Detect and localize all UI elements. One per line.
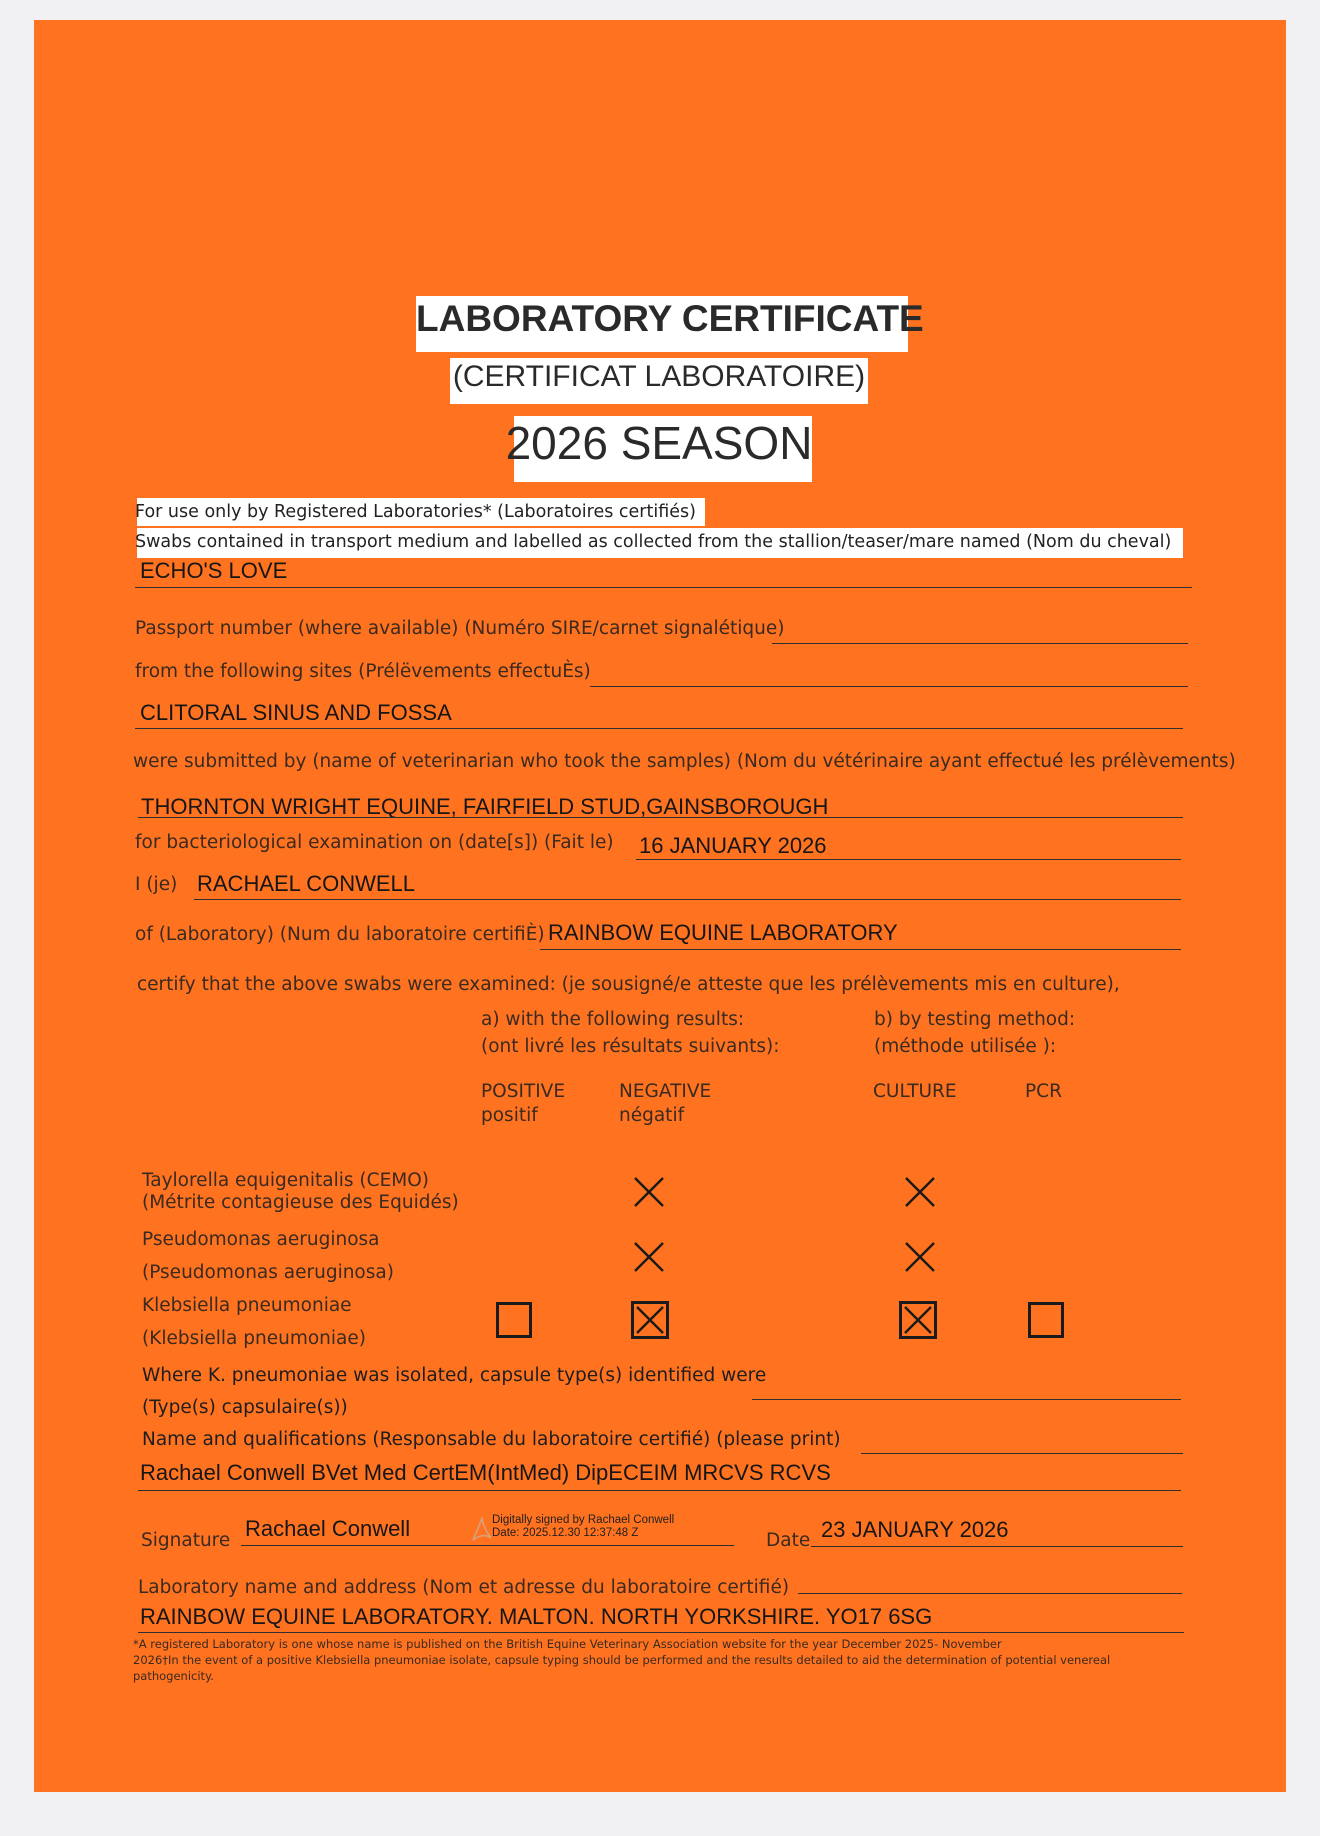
sites-line-1 [590,686,1188,687]
date-value[interactable]: 23 JANUARY 2026 [821,1517,1009,1542]
submitted-label: were submitted by (name of veterinarian who took the samples) (Nom du vétérinaire ayant effectué les prélèvements) [133,751,1236,772]
organism-2-name-fr: (Pseudomonas aeruginosa) [142,1262,394,1283]
je-label: I (je) [135,874,178,895]
results-a-line1: a) with the following results: [481,1009,745,1030]
qualifications-line-2 [138,1490,1181,1491]
passport-line [772,643,1188,644]
lab-address-value[interactable]: RAINBOW EQUINE LABORATORY. MALTON. NORTH YORKSHIRE. YO17 6SG [140,1604,933,1629]
sites-label: from the following sites (Prélëvements effectuÈs) [135,661,591,682]
signature-label: Signature [141,1530,231,1551]
qualifications-line-1 [861,1453,1183,1454]
page-subtitle: (CERTIFICAT LABORATOIRE) [452,360,866,393]
results-a-line2: (ont livré les résultats suivants): [481,1036,780,1057]
certificate-page [34,20,1286,1792]
digital-signature-icon [470,1514,494,1544]
organism-1-negative-x-mark [632,1175,666,1209]
je-value[interactable]: RACHAEL CONWELL [197,871,416,896]
organism-2-name: Pseudomonas aeruginosa [142,1229,380,1250]
organism-3-name-fr: (Klebsiella pneumoniae) [142,1328,366,1349]
footnote-line1: *A registered Laboratory is one whose name is published on the British Equine Veterinary Association website for the year December 2025- November [133,1637,1002,1651]
organism-3-pcr-checkbox[interactable] [1028,1302,1064,1338]
passport-label: Passport number (where available) (Numéro SIRE/carnet signalétique) [135,618,785,639]
organism-1-culture-x-mark [903,1175,937,1209]
organism-2-culture-x-mark [903,1240,937,1274]
horse-name-line [135,587,1192,588]
capsule-line [752,1399,1181,1400]
horse-name-value[interactable]: ECHO'S LOVE [140,558,288,583]
registered-only-note: For use only by Registered Laboratories* (Laboratoires certifiés) [135,502,696,522]
positive-header: POSITIVE [481,1081,566,1102]
submitted-line [138,817,1183,818]
exam-line [636,859,1181,860]
lab-label: of (Laboratory) (Num du laboratoire certifiÈ) [135,924,545,945]
negative-fr-header: négatif [619,1105,685,1126]
organism-1-name-fr: (Métrite contagieuse des Equidés) [142,1192,459,1213]
swabs-text: Swabs contained in transport medium and labelled as collected from the stallion/teaser/mare named (Nom du cheval) [135,532,1172,552]
digital-signature-line1: Digitally signed by Rachael Conwell [492,1514,675,1526]
results-b-line2: (méthode utilisée ): [874,1036,1057,1057]
date-label: Date [766,1530,811,1551]
lab-address-line-1 [798,1593,1182,1594]
date-line [811,1546,1183,1547]
season-heading: 2026 SEASON [505,417,813,469]
footnote-line2: 2026†In the event of a positive Klebsiella pneumoniae isolate, capsule typing should be performed and the results detailed to aid the determination of potential venereal [133,1653,1111,1667]
organism-1-name: Taylorella equigenitalis (CEMO) [142,1170,429,1191]
capsule-label: Where K. pneumoniae was isolated, capsule type(s) identified were [142,1365,767,1386]
exam-date-value[interactable]: 16 JANUARY 2026 [639,833,827,858]
submitted-value[interactable]: THORNTON WRIGHT EQUINE, FAIRFIELD STUD,GAINSBOROUGH [141,794,829,819]
culture-header: CULTURE [873,1081,957,1102]
lab-address-label: Laboratory name and address (Nom et adresse du laboratoire certifié) [138,1577,790,1598]
page-title: LABORATORY CERTIFICATE [416,298,924,339]
organism-3-negative-checkbox-checked[interactable] [631,1301,669,1339]
organism-3-culture-checkbox-checked[interactable] [899,1301,937,1339]
organism-2-negative-x-mark [632,1240,666,1274]
organism-3-name: Klebsiella pneumoniae [142,1295,352,1316]
certify-text: certify that the above swabs were examined: (je sousigné/e atteste que les prélèvements mis en culture), [137,974,1120,995]
je-line [194,899,1181,900]
signature-line [241,1545,734,1546]
qualifications-label: Name and qualifications (Responsable du laboratoire certifié) (please print) [142,1429,841,1450]
exam-label: for bacteriological examination on (date[s]) (Fait le) [135,832,614,853]
negative-header: NEGATIVE [619,1081,712,1102]
sites-line-2 [135,728,1183,729]
lab-value[interactable]: RAINBOW EQUINE LABORATORY [548,920,898,945]
signature-value[interactable]: Rachael Conwell [245,1516,411,1541]
results-b-line1: b) by testing method: [874,1009,1076,1030]
sites-value[interactable]: CLITORAL SINUS AND FOSSA [140,700,452,725]
digital-signature-line2: Date: 2025.12.30 12:37:48 Z [492,1527,639,1539]
capsule-label-fr: (Type(s) capsulaire(s)) [142,1397,348,1418]
footnote-line3: pathogenicity. [133,1669,214,1683]
lab-line [540,949,1181,950]
lab-address-line-2 [138,1632,1184,1633]
positive-fr-header: positif [481,1105,538,1126]
organism-3-positive-checkbox[interactable] [496,1302,532,1338]
qualifications-value[interactable]: Rachael Conwell BVet Med CertEM(IntMed) DipECEIM MRCVS RCVS [140,1460,831,1485]
pcr-header: PCR [1025,1081,1062,1102]
